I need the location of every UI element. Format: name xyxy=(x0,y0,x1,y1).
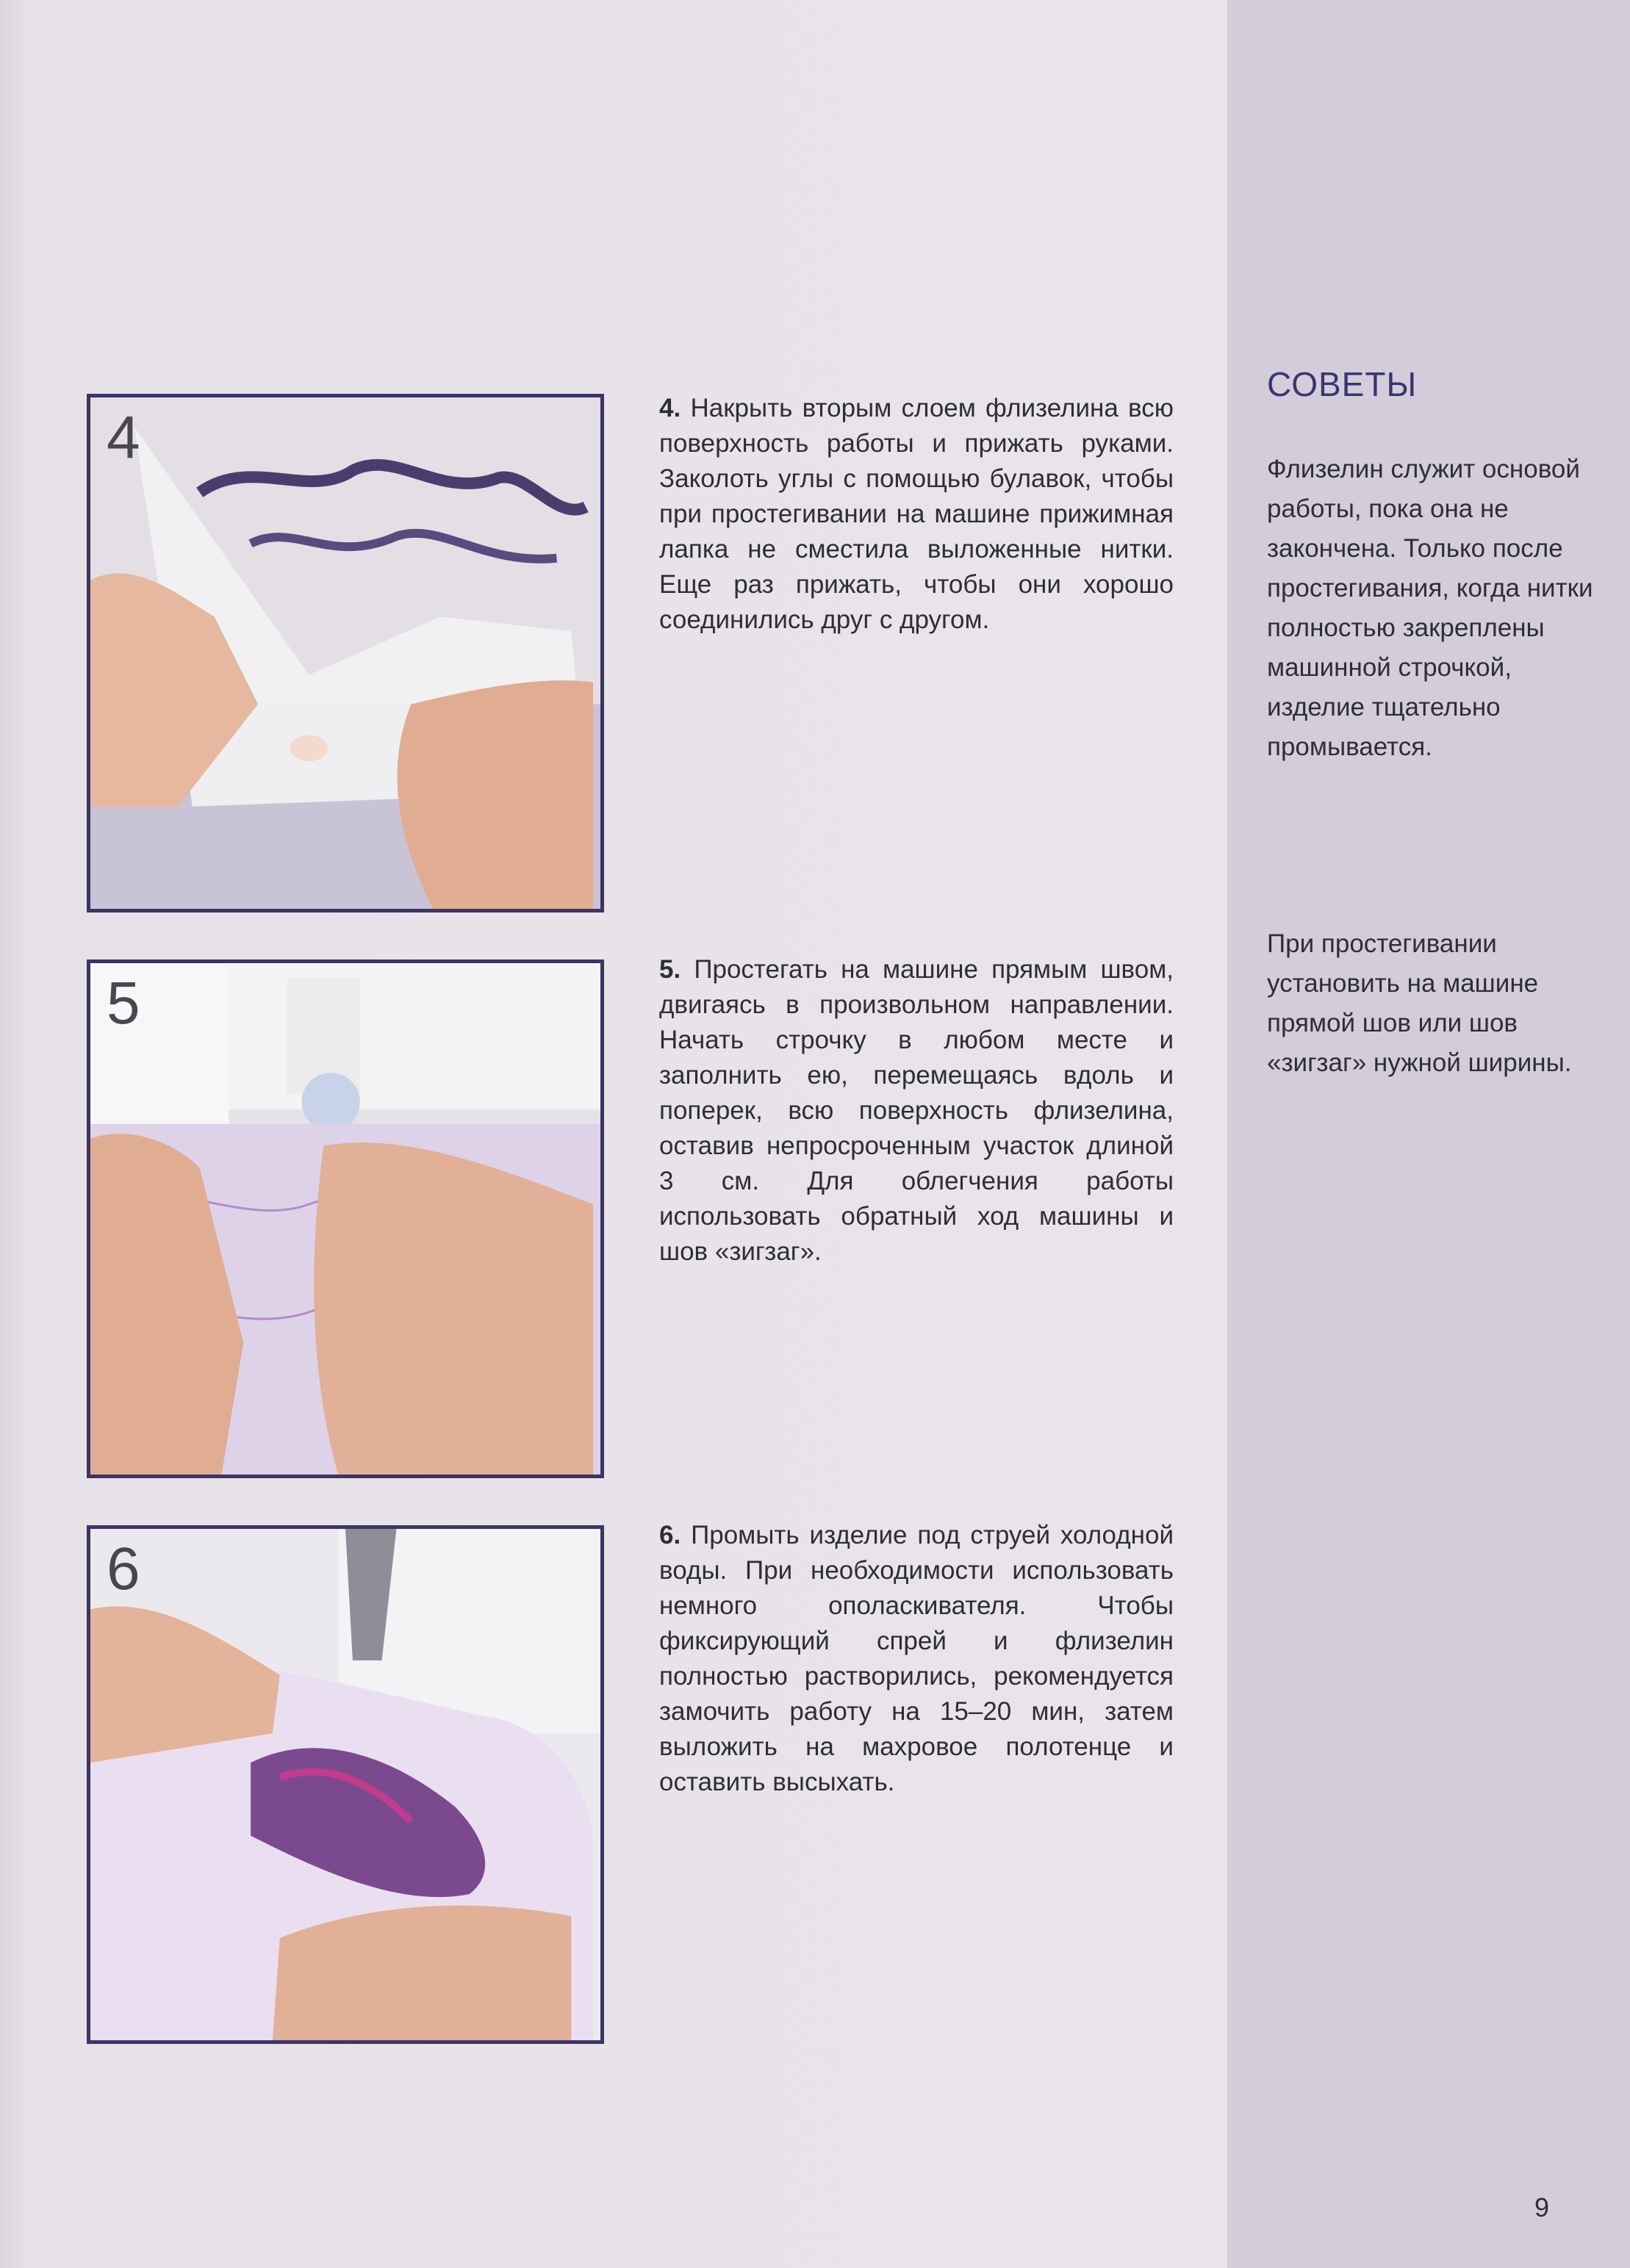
tips-paragraph-1: Флизелин служит основой работы, пока она не закончена. Только после простегивания, когда нитки полностью закреплены машинной строчкой, изделие тщательно промывается. xyxy=(1267,455,1593,761)
step-5-photo xyxy=(87,960,604,1478)
step-6-illustration xyxy=(90,1529,600,2040)
step-6-lead: 6. xyxy=(659,1521,681,1549)
step-6-text xyxy=(659,1518,1174,1800)
step-6-photo xyxy=(87,1525,604,2044)
step-5-text xyxy=(659,952,1174,1270)
step-4-photo xyxy=(87,394,604,912)
step-5-illustration xyxy=(90,963,600,1475)
step-4-number: 4 xyxy=(107,404,140,471)
step-6-body: Промыть изделие под струей холодной воды. При необходимости использовать немного ополаскивателя. Чтобы фиксирующий спрей и флизелин полностью растворились, рекомендуется замочить работу на 15–20 мин, затем выложить на махровое полотенце и оставить высыхать. xyxy=(659,1521,1174,1796)
step-4-lead: 4. xyxy=(659,394,681,422)
step-5-number: 5 xyxy=(107,970,140,1037)
step-4-body: Накрыть вторым слоем флизелина всю поверхность работы и прижать руками. Заколоть углы с помощью булавок, чтобы при простегивании на машине прижимная лапка не сместила выложенные нитки. Еще раз прижать, чтобы они хорошо соединились друг с другом. xyxy=(659,394,1174,634)
tips-title: СОВЕТЫ xyxy=(1267,365,1418,403)
step-4-illustration xyxy=(90,397,600,909)
page-number: 9 xyxy=(1534,2192,1550,2222)
step-6-number: 6 xyxy=(107,1536,140,1602)
step-4-text xyxy=(659,391,1174,638)
step-5-lead: 5. xyxy=(659,955,681,984)
tips-sidebar xyxy=(1227,0,1630,2268)
step-5-body: Простегать на машине прямым швом, двигаясь в произвольном направлении. Начать строчку в любом месте и заполнить ею, перемещаясь вдоль и поперек, всю поверхность флизелина, оставив непросроченным участок длиной 3 см. Для облегчения работы использовать обратный ход машины и шов «зигзаг». xyxy=(659,955,1174,1266)
tips-paragraph-2: При простегивании установить на машине прямой шов или шов «зигзаг» нужной ширины. xyxy=(1267,929,1572,1077)
